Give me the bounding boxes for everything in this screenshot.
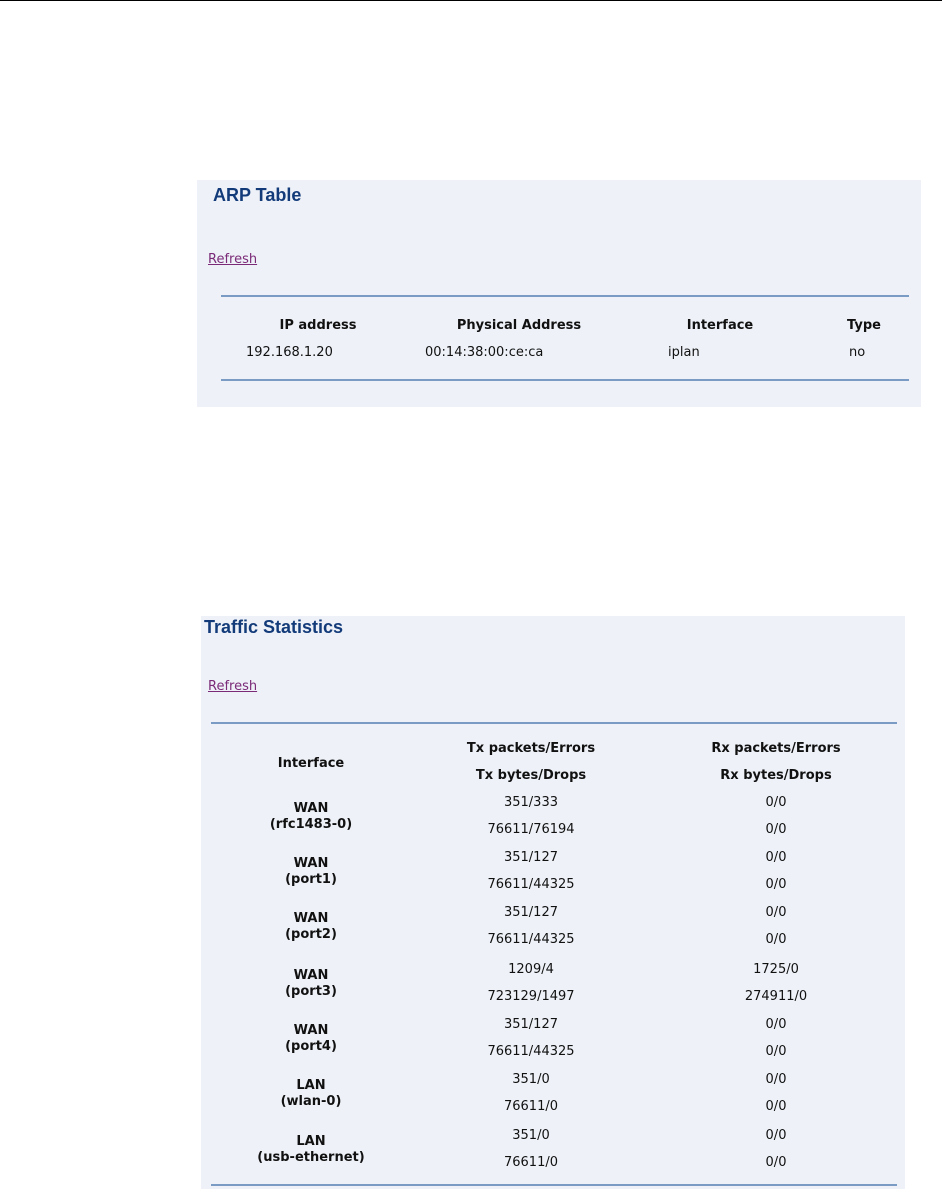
page-top-rule <box>0 0 942 1</box>
interface-name: (port3) <box>285 984 337 999</box>
rx-bytes-drops: 0/0 <box>765 1099 787 1114</box>
tx-bytes-drops: 76611/0 <box>503 1155 559 1170</box>
rx-bytes-drops: 0/0 <box>765 822 787 837</box>
interface-type: LAN <box>296 1134 326 1149</box>
tx-bytes-drops: 76611/44325 <box>487 932 575 947</box>
rx-bytes-drops: 0/0 <box>765 877 787 892</box>
arp-ip-value: 192.168.1.20 <box>246 345 333 360</box>
interface-name: (port4) <box>285 1039 337 1054</box>
arp-bottom-rule <box>221 379 909 381</box>
interface-name: (usb-ethernet) <box>257 1150 365 1165</box>
interface-type: WAN <box>293 856 329 871</box>
traffic-col-interface: Interface <box>277 756 345 771</box>
traffic-refresh-link[interactable]: Refresh <box>208 679 258 694</box>
rx-packets-errors: 0/0 <box>765 905 787 920</box>
interface-label <box>285 856 337 888</box>
rx-bytes-drops: 0/0 <box>765 932 787 947</box>
traffic-top-rule <box>211 722 897 724</box>
traffic-statistics-panel <box>201 616 905 1189</box>
tx-packets-errors: 351/0 <box>512 1072 550 1087</box>
interface-type: LAN <box>296 1078 326 1093</box>
rx-bytes-drops: 0/0 <box>765 1155 787 1170</box>
rx-packets-errors: 0/0 <box>765 1072 787 1087</box>
tx-bytes-drops: 76611/44325 <box>487 877 575 892</box>
arp-col-mac: Physical Address <box>456 318 582 333</box>
interface-type: WAN <box>293 911 329 926</box>
arp-col-type: Type <box>847 318 881 333</box>
arp-table-panel <box>197 180 921 407</box>
tx-bytes-drops: 76611/0 <box>503 1099 559 1114</box>
rx-bytes-drops: 274911/0 <box>744 989 808 1004</box>
tx-bytes-drops: 76611/76194 <box>487 822 575 837</box>
arp-refresh-link[interactable]: Refresh <box>208 252 258 267</box>
traffic-col-rx-packets-errors: Rx packets/Errors <box>711 741 841 756</box>
rx-packets-errors: 0/0 <box>765 1128 787 1143</box>
interface-label <box>285 1023 337 1055</box>
interface-label <box>285 911 337 943</box>
tx-packets-errors: 351/127 <box>503 850 559 865</box>
interface-name: (port1) <box>285 872 337 887</box>
interface-type: WAN <box>293 1023 329 1038</box>
interface-name: (rfc1483-0) <box>269 817 353 832</box>
interface-type: WAN <box>293 968 329 983</box>
traffic-col-rx-bytes-drops: Rx bytes/Drops <box>720 768 832 783</box>
interface-type: WAN <box>293 801 329 816</box>
arp-table-title: ARP Table <box>213 185 302 205</box>
arp-interface-value: iplan <box>668 345 700 360</box>
interface-name: (port2) <box>285 927 337 942</box>
arp-col-interface: Interface <box>686 318 754 333</box>
traffic-statistics-title: Traffic Statistics <box>204 617 344 637</box>
rx-bytes-drops: 0/0 <box>765 1044 787 1059</box>
traffic-col-tx-packets-errors: Tx packets/Errors <box>466 741 596 756</box>
arp-top-rule <box>221 295 909 297</box>
tx-packets-errors: 351/333 <box>503 795 559 810</box>
interface-label <box>285 968 337 1000</box>
interface-name: (wlan-0) <box>280 1094 342 1109</box>
arp-type-value: no <box>849 345 866 360</box>
traffic-col-tx-bytes-drops: Tx bytes/Drops <box>475 768 587 783</box>
interface-label <box>281 1078 342 1110</box>
traffic-bottom-rule <box>211 1184 897 1186</box>
tx-packets-errors: 1209/4 <box>508 962 554 977</box>
tx-packets-errors: 351/127 <box>503 1017 559 1032</box>
rx-packets-errors: 1725/0 <box>753 962 799 977</box>
interface-label <box>257 1134 364 1166</box>
rx-packets-errors: 0/0 <box>765 1017 787 1032</box>
arp-mac-value: 00:14:38:00:ce:ca <box>425 345 544 360</box>
arp-col-ip: IP address <box>279 318 357 333</box>
rx-packets-errors: 0/0 <box>765 795 787 810</box>
tx-bytes-drops: 723129/1497 <box>487 989 575 1004</box>
tx-bytes-drops: 76611/44325 <box>487 1044 575 1059</box>
rx-packets-errors: 0/0 <box>765 850 787 865</box>
tx-packets-errors: 351/127 <box>503 905 559 920</box>
interface-label <box>270 801 352 833</box>
tx-packets-errors: 351/0 <box>512 1128 550 1143</box>
